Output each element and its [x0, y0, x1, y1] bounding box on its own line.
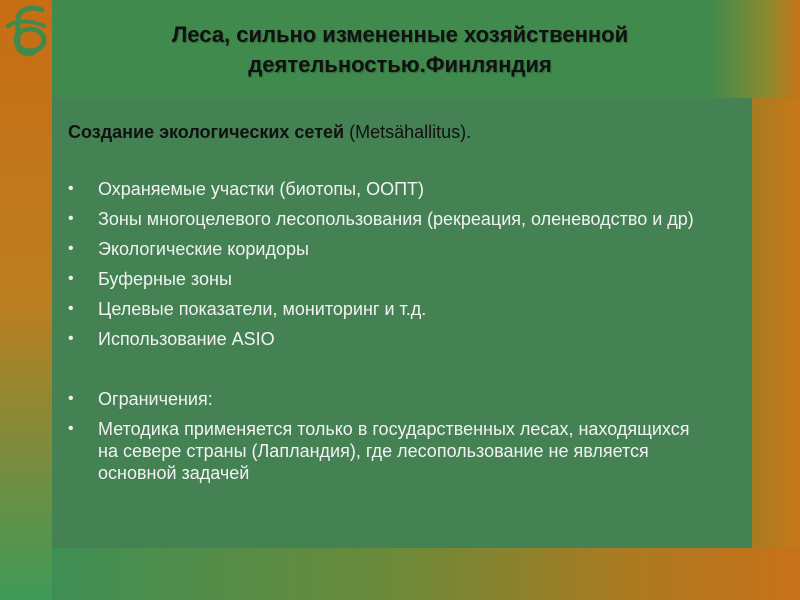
list-item [68, 298, 708, 320]
right-edge-decoration [752, 98, 800, 548]
bullet-icon: • [68, 390, 74, 407]
bottom-band [52, 548, 800, 600]
list-item [68, 388, 708, 410]
list-item-text: Использование ASIO [98, 329, 275, 349]
list-item [68, 268, 708, 290]
list-item-text: Буферные зоны [98, 269, 232, 289]
slide-title: Леса, сильно измененные хозяйственной деятельностью.Финляндия [171, 22, 629, 77]
list-item [68, 208, 708, 230]
bullet-icon: • [68, 210, 74, 227]
list-item-text: Методика применяется только в государственных лесах, находящихся на севере страны (Лапландия), где лесопользование не является основной задачей [98, 419, 690, 483]
bullet-icon: • [68, 420, 74, 437]
list-item [68, 178, 708, 200]
list-item-text: Экологические коридоры [98, 239, 309, 259]
bullet-icon: • [68, 240, 74, 257]
bullet-icon: • [68, 270, 74, 287]
bullet-icon: • [68, 180, 74, 197]
list-item-text: Целевые показатели, мониторинг и т.д. [98, 299, 427, 319]
list-item [68, 238, 708, 260]
list-item-text: Зоны многоцелевого лесопользования (рекреация, оленеводство и др) [98, 209, 694, 229]
bullet-list-limitations [68, 388, 708, 484]
list-item [68, 418, 708, 484]
subtitle [68, 120, 708, 144]
bullet-icon: • [68, 300, 74, 317]
subtitle-rest: (Metsähallitus). [344, 122, 472, 142]
leaf-logo-icon [2, 4, 54, 58]
bullet-icon: • [68, 330, 74, 347]
list-item-text: Охраняемые участки (биотопы, ООПТ) [98, 179, 425, 199]
bullet-list-main [68, 178, 708, 350]
subtitle-bold: Создание экологических сетей [68, 122, 345, 142]
list-item [68, 328, 708, 350]
left-edge-decoration [0, 0, 52, 600]
list-item-text: Ограничения: [98, 389, 213, 409]
slide-content [68, 120, 708, 492]
spacer [68, 358, 708, 388]
